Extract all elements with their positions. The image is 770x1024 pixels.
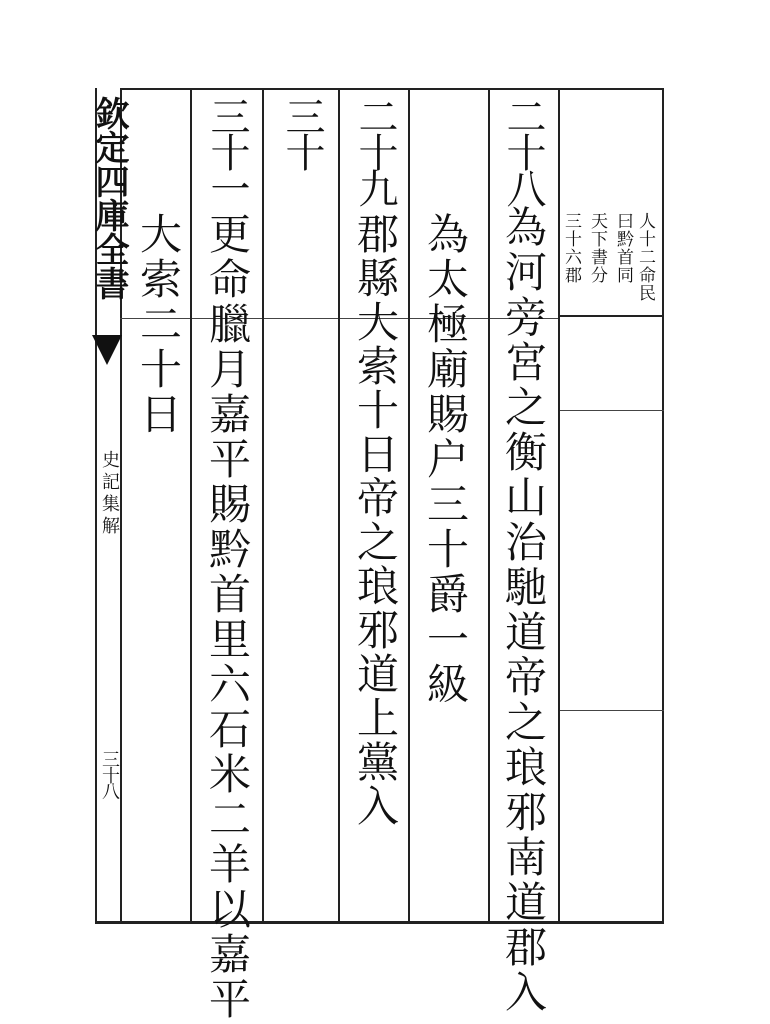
header-divider-right [560, 410, 664, 411]
section-title: 史記集解 [99, 450, 120, 538]
entry-text-29: 郡縣大索十日帝之琅邪道上黨入 [351, 212, 400, 828]
entry-text-28: 為河旁宮之衡山治馳道帝之琅邪南道郡入 [499, 205, 548, 1015]
page-number: 三十八 [99, 750, 120, 798]
book-title: 欽定四庫全書 [89, 96, 129, 300]
sidebar-divider-mark [92, 335, 122, 365]
entry-text-31: 更命臘月嘉平賜黔首里六石米二羊以嘉平 [203, 212, 252, 1022]
outer-border-right [662, 88, 664, 923]
note-box-bottom [560, 315, 664, 317]
note-line-4: 三十六郡 [561, 212, 581, 284]
column-divider-6 [190, 88, 192, 923]
note-line-3: 天下書分 [587, 212, 607, 284]
outer-border-top [120, 88, 664, 90]
header-divider [120, 318, 560, 319]
entry-number-31: 三十一 [204, 96, 250, 204]
entry-number-29: 二十九 [352, 96, 398, 204]
header-divider-right-2 [560, 710, 664, 711]
note-line-2: 曰黔首同 [613, 212, 633, 284]
entry-number-30: 三十 [279, 96, 325, 168]
column-divider-4 [338, 88, 340, 923]
column-divider-1 [558, 88, 560, 923]
note-line-1: 人十二命民 [635, 212, 655, 302]
column-divider-3 [408, 88, 410, 923]
entry-text-cont-1: 為太極廟賜户三十爵一級 [421, 212, 470, 707]
column-divider-2 [488, 88, 490, 923]
outer-border-bottom [95, 921, 664, 924]
entry-number-28: 二十八 [500, 96, 546, 204]
entry-text-cont-2: 大索二十日 [134, 212, 183, 437]
column-divider-5 [262, 88, 264, 923]
